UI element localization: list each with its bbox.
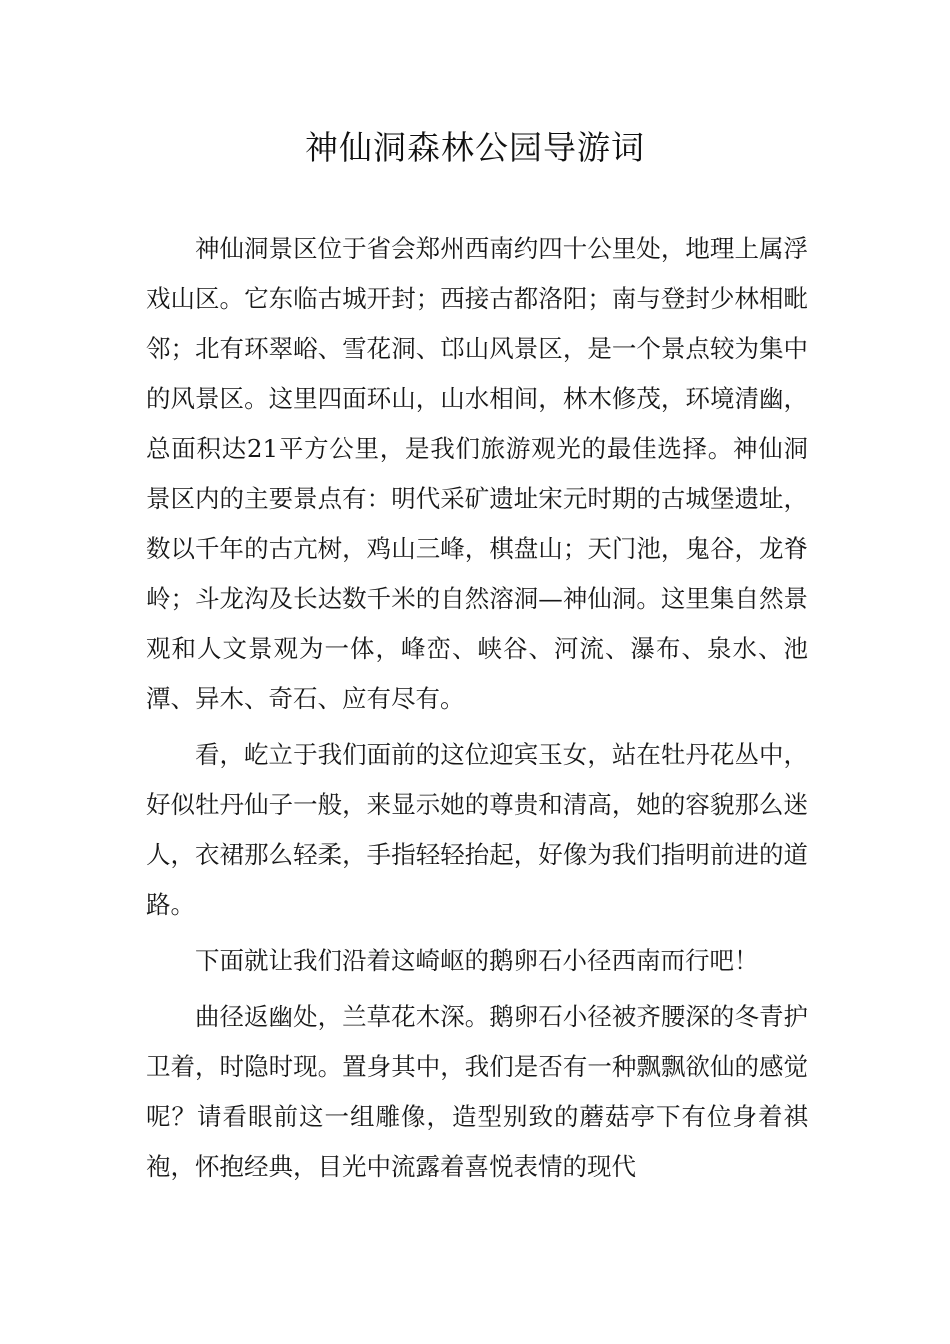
document-body bbox=[146, 224, 808, 1192]
paragraph-path: 下面就让我们沿着这崎岖的鹅卵石小径西南而行吧！ bbox=[195, 946, 759, 975]
paragraph-sculpture: 曲径返幽处，兰草花木深。鹅卵石小径被齐腰深的冬青护卫着，时隐时现。置身其中，我们是否有一种飘飘欲仙的感觉呢？请看眼前这一组雕像，造型别致的蘑菇亭下有位身着祺袍，怀抱经典，目光中流露着喜悦表情的现代 bbox=[146, 1002, 808, 1181]
paragraph-welcome-statue: 看，屹立于我们面前的这位迎宾玉女，站在牡丹花丛中，好似牡丹仙子一般，来显示她的尊贵和清高，她的容貌那么迷人，衣裙那么轻柔，手指轻轻抬起，好像为我们指明前进的道路。 bbox=[146, 740, 808, 919]
document-title: 神仙洞森林公园导游词 bbox=[305, 128, 645, 167]
paragraph-intro: 神仙洞景区位于省会郑州西南约四十公里处，地理上属浮戏山区。它东临古城开封；西接古都洛阳；南与登封少林相毗邻；北有环翠峪、雪花洞、邙山风景区，是一个景点较为集中的风景区。这里四面环山，山水相间，林木修茂，环境清幽，总面积达21平方公里，是我们旅游观光的最佳选择。神仙洞景区内的主要景点有：明代采矿遗址宋元时期的古城堡遗址，数以千年的古亢树，鸡山三峰，棋盘山；天门池，鬼谷，龙脊岭；斗龙沟及长达数千米的自然溶洞—神仙洞。这里集自然景观和人文景观为一体，峰峦、峡谷、河流、瀑布、泉水、池潭、异木、奇石、应有尽有。 bbox=[146, 234, 808, 713]
